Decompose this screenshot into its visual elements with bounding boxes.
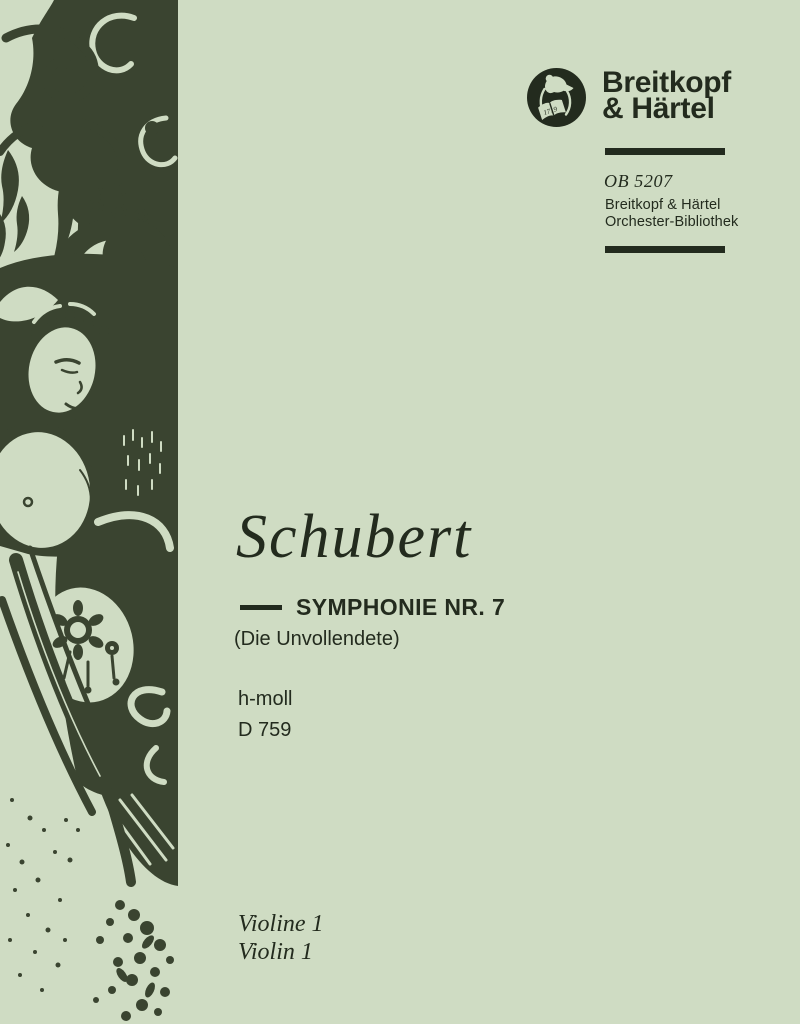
part-name-german: Violine 1 xyxy=(238,911,324,937)
series-line2: Orchester-Bibliothek xyxy=(605,214,739,230)
logo-year: 1719 xyxy=(542,105,559,118)
work-catalogue-number: D 759 xyxy=(238,719,292,741)
foliage-bottom xyxy=(6,790,178,1021)
wordmark-line1: Breitkopf xyxy=(602,66,731,99)
series-number: OB 5207 xyxy=(604,171,673,191)
cherub-figure xyxy=(0,254,178,562)
series-imprint xyxy=(605,197,738,231)
composer-name: Schubert xyxy=(236,503,473,571)
scroll-ornament-middle xyxy=(2,546,178,812)
ornament-engraving xyxy=(0,0,178,1024)
work-title: SYMPHONIE NR. 7 xyxy=(296,594,506,620)
divider-rule-bottom xyxy=(605,246,725,253)
divider-rule-top xyxy=(605,148,725,155)
part-name-english: Violin 1 xyxy=(238,939,313,965)
series-line1: Breitkopf & Härtel xyxy=(605,197,721,213)
bear-logo-icon xyxy=(527,68,586,127)
work-key: h-moll xyxy=(238,688,293,710)
title-dash xyxy=(240,605,282,610)
publisher-wordmark xyxy=(602,66,731,125)
work-subtitle: (Die Unvollendete) xyxy=(234,628,400,650)
part-name-block xyxy=(238,910,324,966)
work-title-row xyxy=(240,594,505,620)
wordmark-line2: & Härtel xyxy=(602,92,715,125)
publisher-logo xyxy=(527,68,731,127)
